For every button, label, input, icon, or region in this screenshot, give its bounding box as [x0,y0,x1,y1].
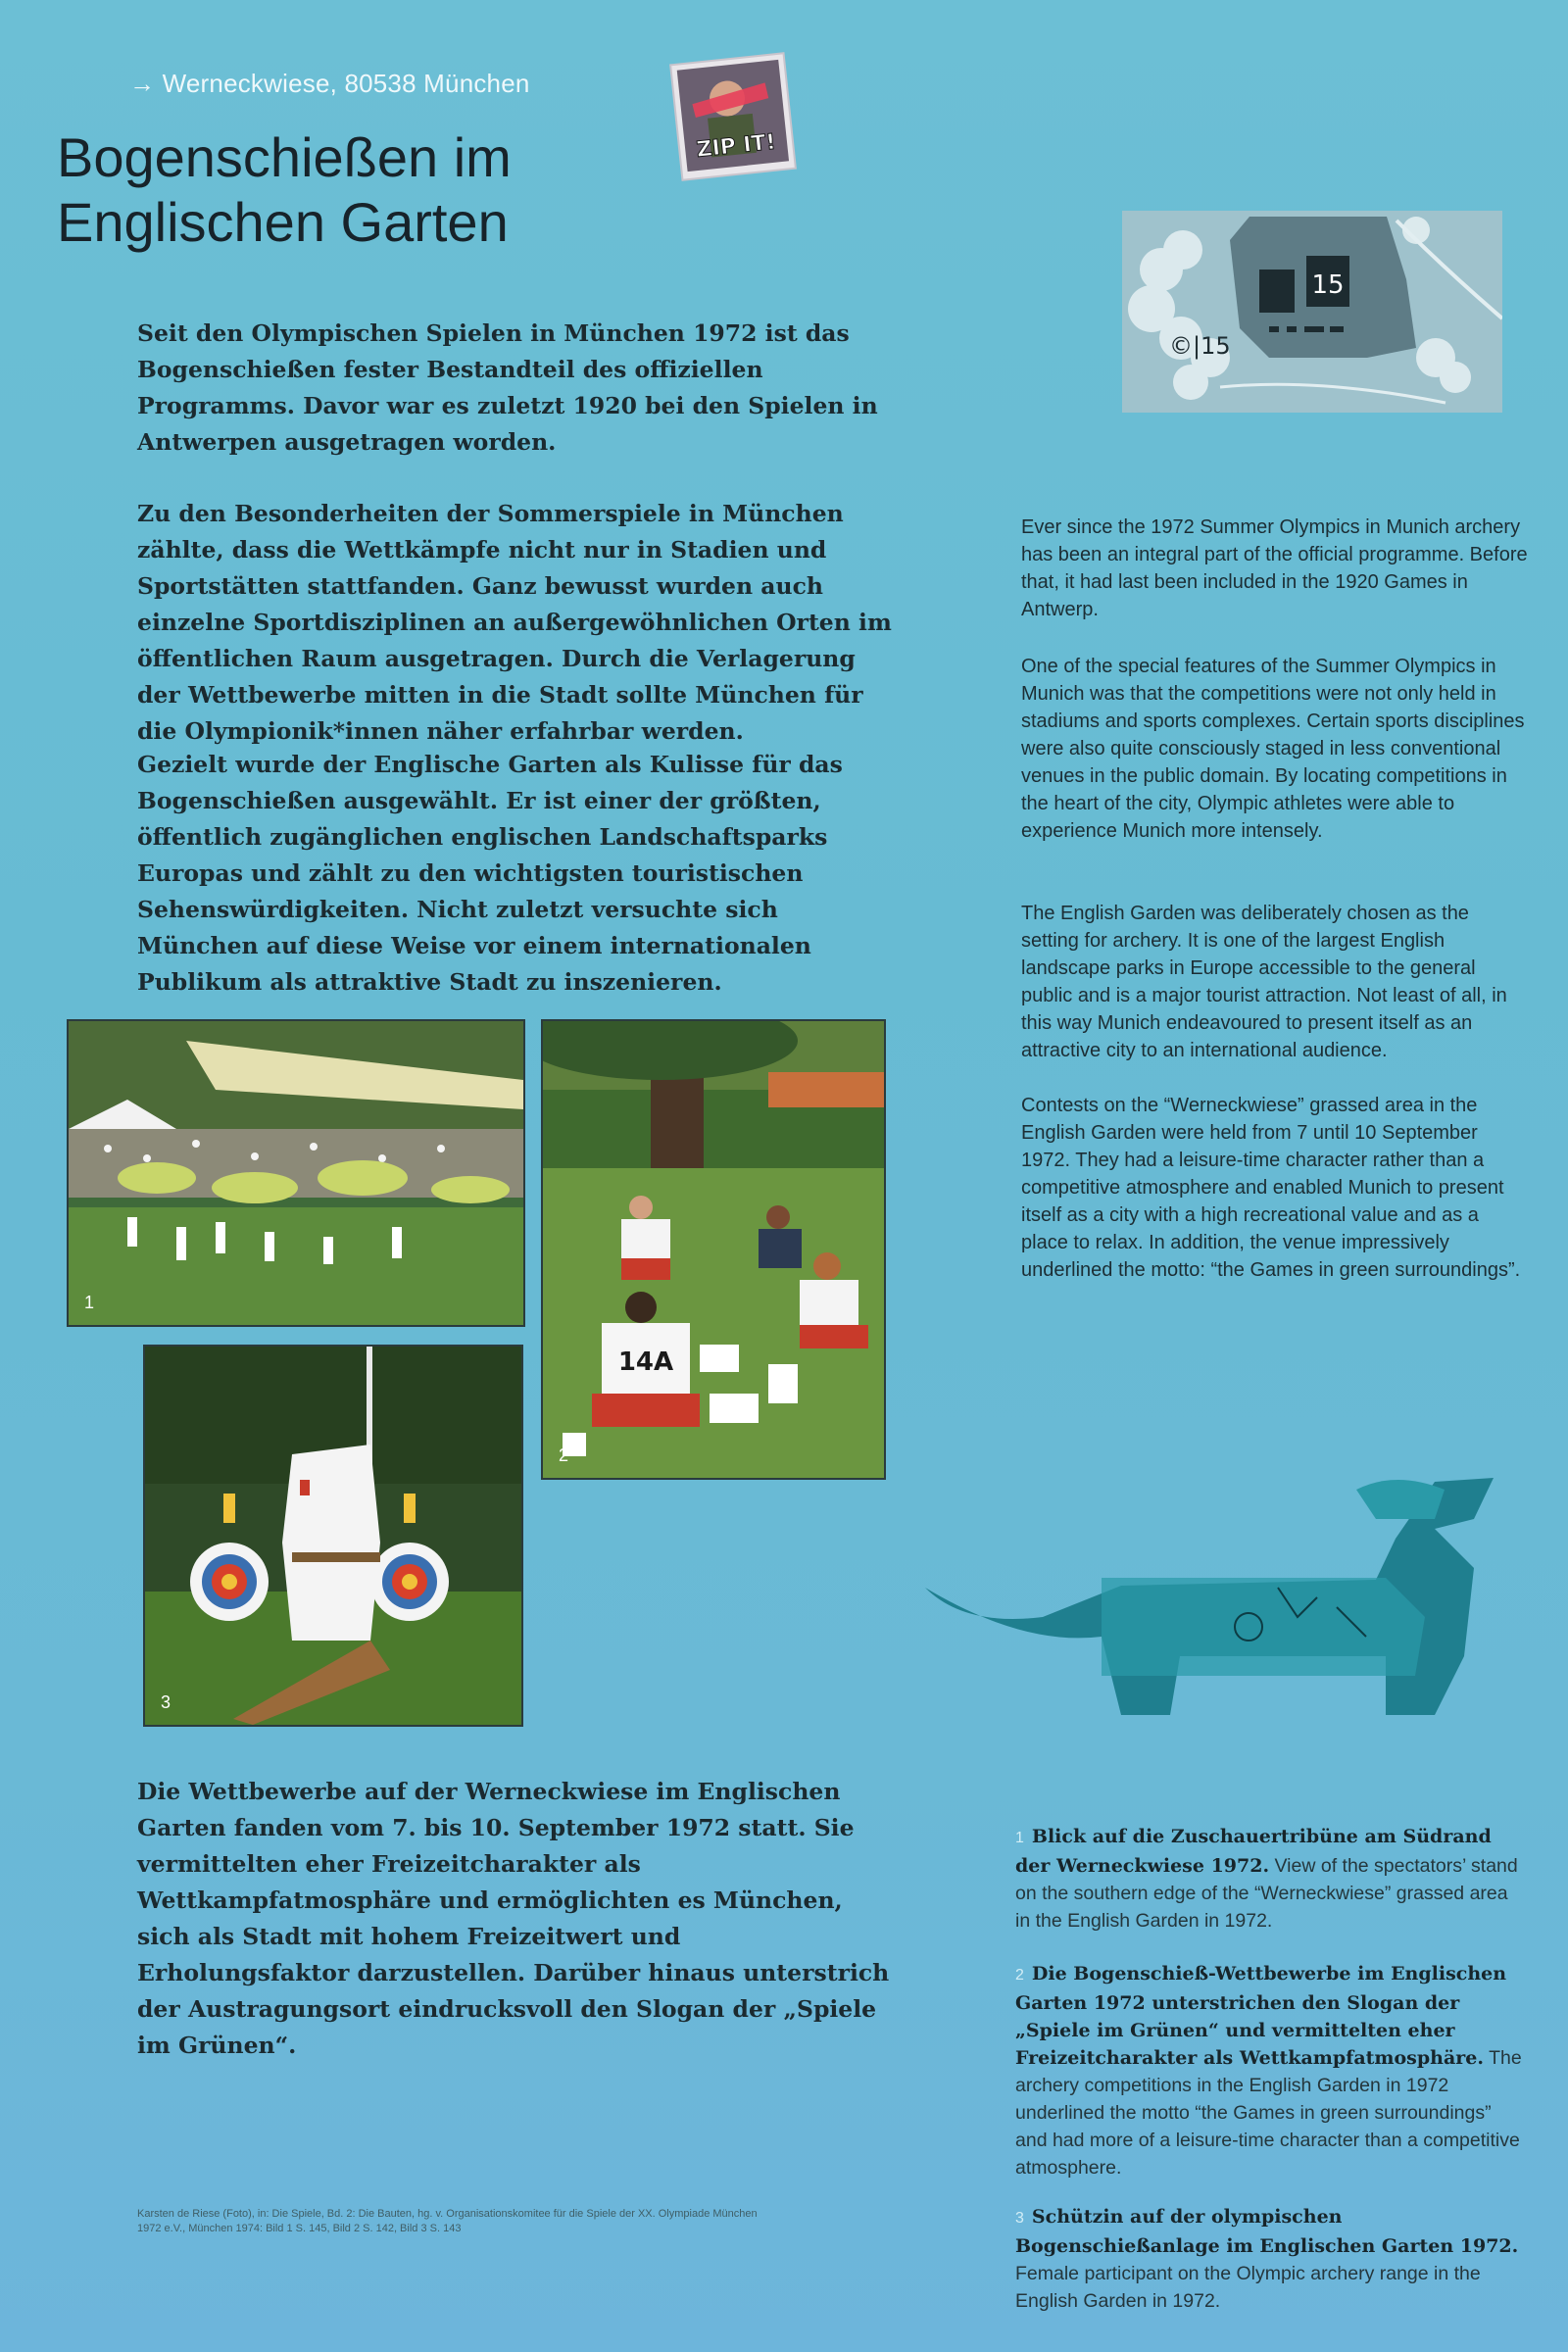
address-line: → Werneckwiese, 80538 München [129,69,530,98]
caption-3: 3 Schützin auf der olympischen Bogenschießanlage im Englischen Garten 1972. Female participant on the Olympic archery range in the English Garden in 1972. [1015,2206,1519,2312]
photo-spectator-stand [67,1019,525,1327]
german-paragraph-1: Seit den Olympischen Spielen in München 1972 ist das Bogenschießen fester Bestandteil des offiziellen Programms. Davor war es zuletzt 1920 bei den Spielen in Antwerpen ausgetragen worden. [137,319,878,456]
photo-archers-picnic [541,1019,886,1480]
photo-number: 3 [161,1692,172,1712]
athlete-bib-number: 14A [617,1348,674,1377]
english-paragraph-3: The English Garden was deliberately chosen as the setting for archery. It is one of the largest English landscape parks in Europe accessible to the general public and is a major tourist attraction. Not least of all, in this way Munich endeavoured to present itself as an attractive city to an international audience. [1021,903,1507,1061]
title-line-1: Bogenschießen im [57,126,512,188]
sticker-text: ZIP IT! [695,129,777,164]
german-paragraph-2: Zu den Besonderheiten der Sommerspiele in München zählte, dass die Wettkämpfe nicht nur in Stadien und Sportstätten stattfanden. Ganz bewusst wurden auch einzelne Sportdisziplinen an außergewöhnlichen Orten im öffentlichen Raum ausgetragen. Durch die Verlagerung der Wettbewerbe mitten in die Stadt sollte München für die Olympionik*innen näher erfahrbar werden. [137,500,892,745]
german-paragraph-4: Die Wettbewerbe auf der Werneckwiese im Englischen Garten fanden vom 7. bis 10. September 1972 statt. Sie vermittelten eher Freizeitcharakter als Wettkampfatmosphäre und ermöglichten es München, sich als Stadt mit hohem Freizeitwert und Erholungsfaktor darzustellen. Darüber hinaus unterstrich der Austragungsort eindrucksvoll den Slogan der „Spiele im Grünen“. [137,1778,890,2059]
title-line-2: Englischen Garten [57,191,509,253]
zip-it-sticker [668,51,798,182]
photo-number: 2 [559,1446,569,1465]
map-marker-number: 15 [1311,270,1345,300]
caption-2: 2 Die Bogenschieß-Wettbewerbe im Englischen Garten 1972 unterstrichen den Slogan der „Spiele im Grünen“ und vermittelten eher Freizeitcharakter als Wettkampfatmosphäre. The archery competitions in the English Garden in 1972 underlined the motto “the Games in green surroundings” and had more of a leisure-time character than a competitive atmosphere. [1015,1963,1522,2179]
photo-female-archer [143,1345,523,1727]
english-paragraph-4: Contests on the “Werneckwiese” grassed area in the English Garden were held from 7 until 10 September 1972. They had a leisure-time character rather than a competitive atmosphere and enabled Munich to present itself as a city with a high recreational value and as a place to relax. In addition, the venue impressively underlined the motto: “the Games in green surroundings”. [1021,1095,1521,1281]
dachshund-illustration [925,1470,1503,1742]
caption-1: 1 Blick auf die Zuschauertribüne am Südrand der Werneckwiese 1972. View of the spectators’ stand on the southern edge of the “Werneckwiese” grassed area in the English Garden in 1972. [1015,1826,1518,1932]
german-paragraph-3: Gezielt wurde der Englische Garten als Kulisse für das Bogenschießen ausgewählt. Er ist einer der größten, öffentlich zugänglichen englischen Landschaftsparks Europas und zählt zu den wichtigsten touristischen Sehenswürdigkeiten. Nicht zuletzt versuchte sich München auf diese Weise vor einem internationalen Publikum als attraktive Stadt zu inszenieren. [137,751,843,996]
english-paragraph-2: One of the special features of the Summer Olympics in Munich was that the competitions were not only held in stadiums and sports complexes. Certain sports disciplines were also quite consciously staged in less conventional venues in the public domain. By locating competitions in the heart of the city, Olympic athletes were able to experience Munich more intensely. [1021,656,1525,842]
map-legend: ©|15 [1169,332,1231,360]
photo-number: 1 [84,1293,95,1312]
page-title [57,125,512,255]
location-map [1122,211,1502,413]
photo-credit: Karsten de Riese (Foto), in: Die Spiele, Bd. 2: Die Bauten, hg. v. Organisationskomitee für die Spiele der XX. Olympiade München 1972 e.V., München 1974: Bild 1 S. 145, Bild 2 S. 142, Bild 3 S. 143 [137,2208,758,2234]
english-paragraph-1: Ever since the 1972 Summer Olympics in Munich archery has been an integral part of the official programme. Before that, it had last been included in the 1920 Games in Antwerp. [1021,516,1528,620]
